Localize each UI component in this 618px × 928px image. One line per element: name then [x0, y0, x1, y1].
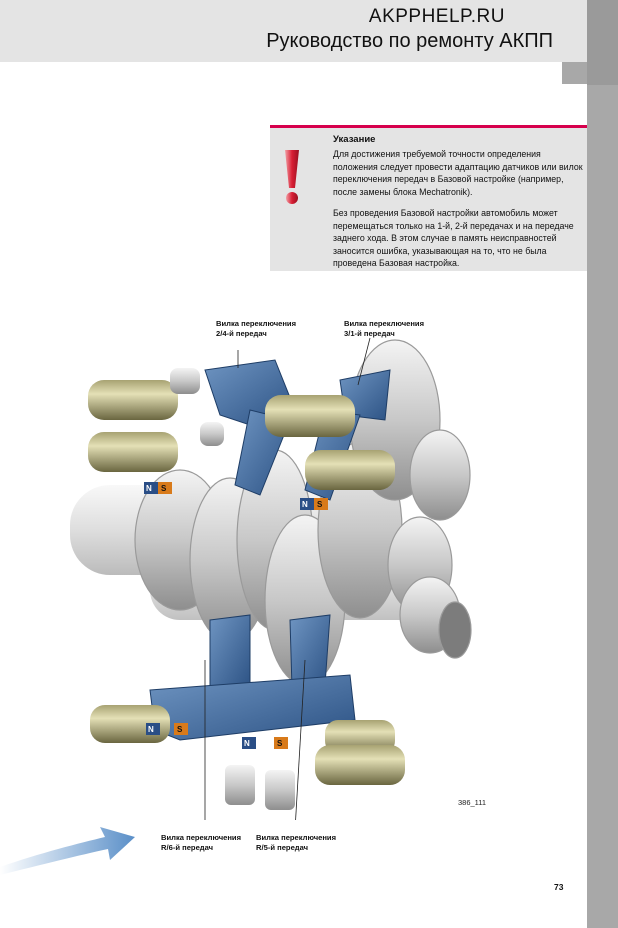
exclamation-icon [282, 148, 302, 208]
sensor-magnet-1 [144, 482, 172, 494]
magnet-n-label: N [244, 739, 250, 748]
magnet-s-label: S [161, 484, 167, 493]
swoosh-arrow-icon [0, 815, 135, 875]
header-corner-block [562, 62, 587, 84]
site-title: AKPPHELP.RU [368, 6, 505, 27]
figure-id: 386_111 [458, 798, 487, 807]
manual-subtitle: Руководство по ремонту АКПП [266, 30, 553, 52]
magnet-n-label: N [148, 725, 154, 734]
magnet-s-label: S [317, 500, 323, 509]
label-fork-3-1-line2: 3/1-й передач [344, 328, 395, 338]
note-paragraph-2: Без проведения Базовой настройки автомобиль может перемещаться только на 1-й, 2-й передачах и на передаче заднего хода. В этом случае в память неисправностей заносится ошибка, указывающая на то, что не была проведена Базовая настройка. [333, 208, 574, 268]
label-fork-3-1-line1: Вилка переключения [344, 319, 425, 328]
label-fork-3-1 [344, 319, 424, 338]
label-fork-r-6-line2: R/6-й передач [161, 842, 214, 852]
label-fork-r-6 [161, 833, 241, 852]
magnet-s-label: S [177, 725, 183, 734]
note-paragraph-1: Для достижения требуемой точности определения положения следует провести адаптацию датчиков или вилок переключения передач в Базовой настройке (например, после замены блока Mechatronik). [333, 149, 583, 197]
page-number: 73 [554, 882, 564, 892]
label-fork-r-5-line1: Вилка переключения [256, 833, 337, 842]
label-fork-2-4 [216, 319, 296, 338]
note-title: Указание [333, 134, 376, 145]
label-fork-r-5-line2: R/5-й передач [256, 842, 309, 852]
right-margin-bar [587, 0, 618, 928]
gearbox-illustration [60, 300, 520, 820]
magnet-s-label: S [277, 739, 283, 748]
magnet-n-label: N [302, 500, 308, 509]
page-header [0, 0, 587, 62]
right-margin-tab [587, 0, 618, 85]
label-fork-r-5 [256, 833, 336, 852]
sensor-magnet-2 [300, 498, 328, 510]
label-fork-2-4-line1: Вилка переключения [216, 319, 297, 328]
magnet-n-label: N [146, 484, 152, 493]
sensor-magnet-4 [242, 737, 288, 749]
note-box [270, 125, 587, 271]
label-fork-2-4-line2: 2/4-й передач [216, 328, 267, 338]
label-fork-r-6-line1: Вилка переключения [161, 833, 242, 842]
